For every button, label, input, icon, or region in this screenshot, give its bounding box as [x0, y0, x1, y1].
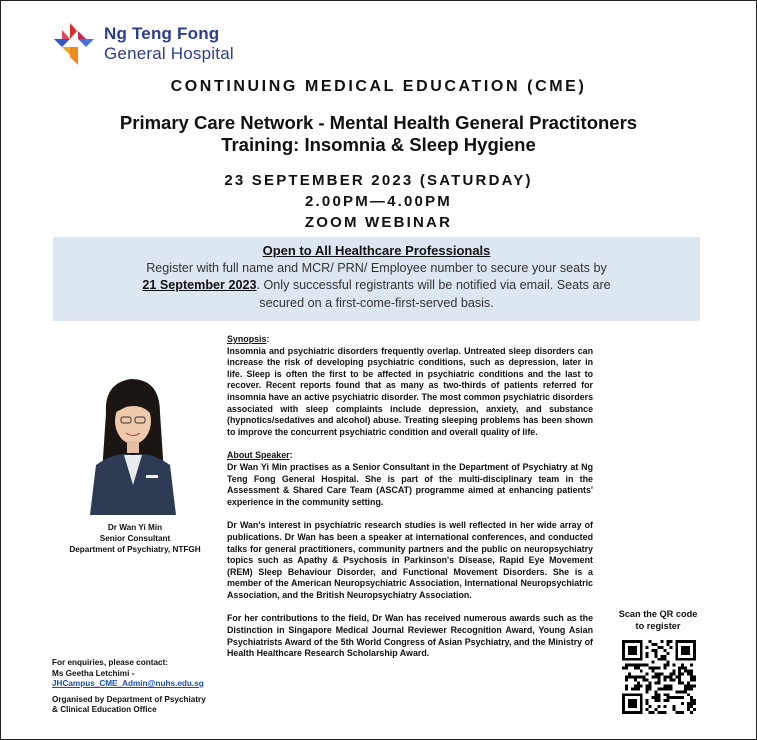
- event-description: [227, 334, 593, 672]
- about-speaker-section: About Speaker: Dr Wan Yi Min practises as a Senior Consultant in the Department of Psychiatry at Ng Teng Fong General Hospital. She is part of the multi-disciplinary team in the Assessment & Shared Care Team (ASCAT) programme aimed at enhancing patients' experience in the community setting.: [227, 450, 593, 507]
- speaker-photo: [86, 373, 180, 515]
- enquiries-contact: Ms Geetha Letchimi -: [52, 668, 135, 678]
- qr-label-line-2: to register: [635, 621, 681, 631]
- synopsis-text: Insomnia and psychiatric disorders frequently overlap. Untreated sleep disorders can increase the risk of developing psychiatric conditions, such as depression, later in life. Sleep is often the first to be affected in psychiatric conditions and the last to recover. Recent reports found that as many as two-thirds of patients referred for insomnia have an active psychiatric disorder. The most common psychiatric disorders associated with sleep complaints include depression, anxiety, and substance (hypnotics/sedatives and alcohol) abuse. Treating sleeping problems has been shown to improve the concurrent psychiatric condition and overall quality of life.: [227, 345, 593, 437]
- enquiries-email-link[interactable]: JHCampus_CME_Admin@nuhs.edu.sg: [52, 679, 204, 688]
- speaker-name: Dr Wan Yi Min: [107, 523, 163, 532]
- synopsis-section: Synopsis: Insomnia and psychiatric disorders frequently overlap. Untreated sleep disorders can increase the risk of developing psychiatric conditions, such as depression, later in life. Sleep is often the first to be affected in psychiatric conditions and the last to recover. Recent reports found that as many as two-thirds of patients referred for insomnia have an active psychiatric disorder. The most common psychiatric disorders associated with sleep complaints include depression, anxiety, and substance (hypnotics/sedatives and alcohol) abuse. Treating sleeping problems has been shown to improve the concurrent psychiatric condition and overall quality of life.: [227, 334, 593, 437]
- about-speaker-p3: For her contributions to the field, Dr Wan has received numerous awards such as the Distinction in Singapore Medical Journal Reviewer Recognition Award, Young Asian Psychiatrists Award of the 5th World Congress of Asian Psychiatry, and the Ministry of Health Healthcare Research Scholarship Award.: [227, 613, 593, 659]
- synopsis-heading: Synopsis: [227, 334, 267, 344]
- registration-qr-code[interactable]: [622, 640, 696, 714]
- about-speaker-p2: Dr Wan's interest in psychiatric research studies is well reflected in her wide array of publications. Dr Wan has been a speaker at international conferences, and conducted talks for general practitioners, community partners and the public on neuropsychiatry topics such as Apathy & Psychosis in Parkinson's Disease, Rapid Eye Movement (REM) Sleep Behaviour Disorder, and Functional Movement Disorders. She is a member of the American Neuropsychiatric Association, International Neuropsychiatric Association, and the British Neuropsychiatry Association.: [227, 520, 593, 600]
- logo-line-2: General Hospital: [104, 44, 234, 63]
- enquiries-block: [52, 658, 222, 716]
- banner-line-1: Register with full name and MCR/ PRN/ Employee number to secure your seats by: [146, 260, 607, 275]
- banner-line-3: secured on a first-come-first-served basis.: [259, 295, 494, 310]
- event-date: 23 SEPTEMBER 2023 (SATURDAY): [224, 172, 533, 189]
- about-speaker-heading: About Speaker: [227, 450, 290, 461]
- cme-heading: CONTINUING MEDICAL EDUCATION (CME): [170, 78, 587, 95]
- banner-title: Open to All Healthcare Professionals: [262, 243, 491, 258]
- event-title: [0, 112, 757, 156]
- logo-line-1: Ng Teng Fong: [104, 24, 220, 43]
- organiser-line-1: Organised by Department of Psychiatry: [52, 694, 206, 704]
- event-title-line-1: Primary Care Network - Mental Health General Practitoners: [119, 112, 638, 133]
- logo-text: [104, 24, 234, 64]
- organiser-line-2: & Clinical Education Office: [52, 705, 157, 714]
- speaker-caption: [50, 522, 220, 555]
- speaker-role: Senior Consultant: [99, 534, 171, 543]
- enquiries-label: For enquiries, please contact:: [52, 658, 169, 667]
- qr-label: [610, 608, 706, 632]
- qr-label-line-1: Scan the QR code: [618, 609, 698, 619]
- hospital-emblem-icon: [52, 21, 98, 67]
- event-title-line-2: Training: Insomnia & Sleep Hygiene: [221, 134, 536, 155]
- event-datetime: [0, 170, 757, 233]
- registration-banner: [53, 237, 700, 321]
- banner-line-2: [53, 277, 700, 295]
- event-time: 2.00PM—4.00PM: [305, 193, 452, 210]
- hospital-logo: [52, 21, 234, 67]
- about-speaker-p1: Dr Wan Yi Min practises as a Senior Consultant in the Department of Psychiatry at Ng Teng Fong General Hospital. She is part of the multi-disciplinary team in the Assessment & Shared Care Team (ASCAT) programme aimed at enhancing patients' experience in the community setting.: [227, 461, 593, 507]
- registration-deadline: 21 September 2023: [142, 278, 257, 292]
- event-venue: ZOOM WEBINAR: [304, 214, 453, 231]
- banner-line-2-rest: . Only successful registrants will be notified via email. Seats are: [256, 278, 611, 292]
- speaker-department: Department of Psychiatry, NTFGH: [69, 545, 201, 554]
